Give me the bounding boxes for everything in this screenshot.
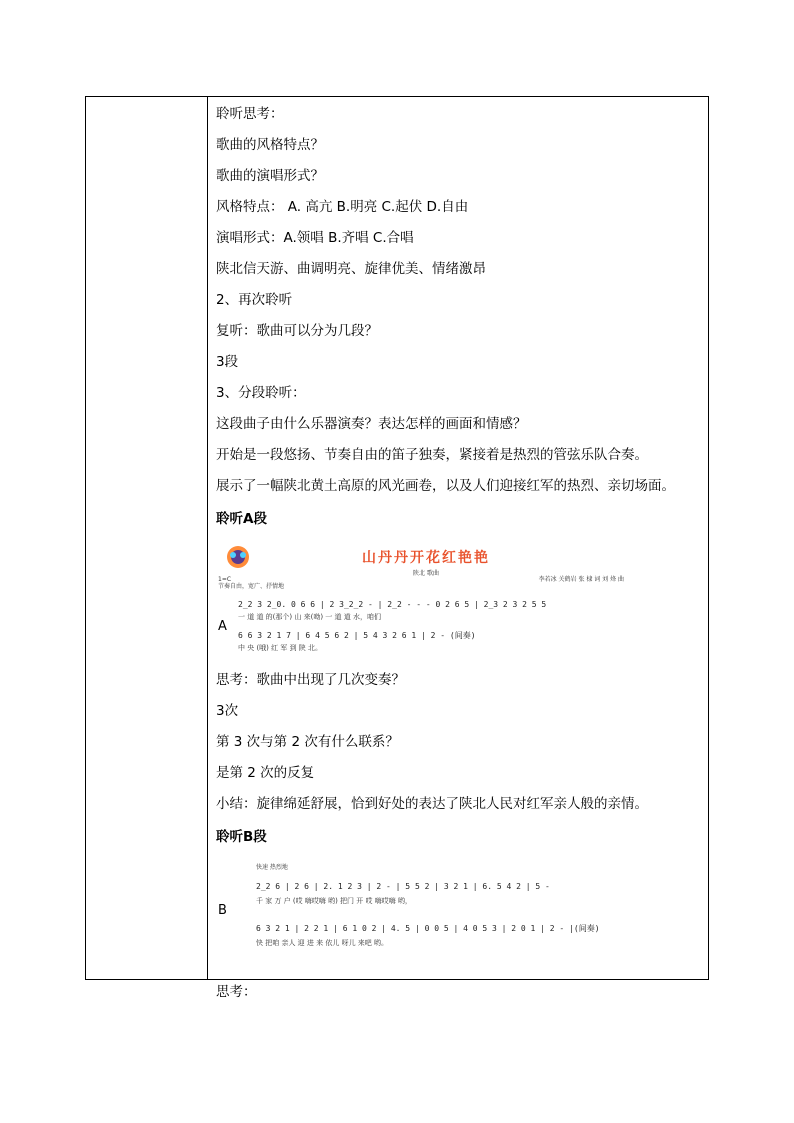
section-a-heading: 聆听A段	[216, 511, 267, 527]
score-b-tempo: 快速 热烈地	[256, 864, 288, 871]
text-line: 歌曲的风格特点？	[216, 137, 324, 153]
text-line: 3、分段聆听：	[216, 385, 306, 401]
score-b-row2-lyrics: 快 把咱 亲人 迎 进 来 依儿 呀儿 来吧 哟。	[256, 939, 389, 947]
score-a	[216, 541, 626, 655]
text-line: 开始是一段悠扬、节奏自由的笛子独奏，紧接着是热烈的管弦乐队合奏。	[216, 447, 648, 463]
lesson-table	[85, 96, 709, 1000]
section-b-heading: 聆听B段	[216, 829, 267, 845]
score-b-row2-notes: 6 3 2 1 | 2 2 1 | 6 1 0 2 | 4. 5 | 0 0 5 | 4 0 5 3 | 2 0 1 | 2 - |(间奏)	[256, 924, 600, 933]
text-line: 歌曲的演唱形式？	[216, 168, 324, 184]
text-line: 展示了一幅陕北黄土高原的风光画卷，以及人们迎接红军的热烈、亲切场面。	[216, 478, 675, 494]
text-line: 小结：旋律绵延舒展，恰到好处的表达了陕北人民对红军亲人般的亲情。	[216, 796, 648, 812]
section-b-label: B	[218, 903, 227, 918]
score-b-row1-lyrics: 千 家 万 户 (哎 嗨哎嗨 哟) 把门 开 哎 嗨哎嗨 哟，	[256, 897, 412, 905]
score-tempo: 节奏自由，宽广、抒情地	[218, 583, 285, 590]
score-title: 山丹丹开花红艳艳	[362, 550, 490, 566]
score-b-row1-notes: 2̲2 6 | 2 6 | 2. 1 2 3 | 2 - | 5 5 2 | 3 2 1 | 6. 5 4 2 | 5 -	[256, 882, 550, 891]
score-subtitle: 陕北 歌曲	[413, 570, 439, 577]
text-line: 聆听思考：	[216, 106, 284, 122]
text-line: 第 3 次与第 2 次有什么联系？	[216, 734, 399, 750]
text-line: 风格特点： A. 高亢 B.明亮 C.起伏 D.自由	[216, 199, 469, 215]
text-line: 陕北信天游、曲调明亮、旋律优美、情绪激昂	[216, 261, 486, 277]
text-line: 2、再次聆听	[216, 292, 293, 308]
score-key: 1=C	[218, 576, 232, 583]
score-row2-lyrics: 中 央 (哦) 红 军 到 陕 北。	[238, 644, 323, 652]
text-line: 思考：	[216, 984, 257, 1000]
text-line: 思考：歌曲中出现了几次变奏？	[216, 672, 405, 688]
text-line: 复听：歌曲可以分为几段？	[216, 323, 378, 339]
score-row2-notes: 6 6 3 2 1 7 | 6 4 5 6 2 | 5 4 3 2 6 1 | 2 - (间奏)	[238, 631, 476, 640]
text-line: 这段曲子由什么乐器演奏？表达怎样的画面和情感？	[216, 416, 527, 432]
text-line: 3段	[216, 354, 239, 370]
text-line: 演唱形式：A.领唱 B.齐唱 C.合唱	[216, 230, 414, 246]
column-divider	[207, 97, 208, 979]
score-credits: 李若冰 关鹤岩 张 棣 词 刘 烽 曲	[538, 576, 624, 583]
speaker-icon	[227, 546, 249, 568]
text-line: 3次	[216, 703, 239, 719]
text-line: 是第 2 次的反复	[216, 765, 315, 781]
score-row1-notes: 2̲2 3 2̲0. 0 6 6 | 2 3̲2̲2 - | 2̲2 - - - 0 2 6 5 | 2̲3 2 3 2 5 5	[238, 600, 547, 609]
score-row1-lyrics: 一 道 道 的(那个) 山 来(呦) 一 道 道 水，咱们	[238, 613, 381, 621]
section-a-label: A	[218, 619, 227, 634]
score-b	[216, 859, 626, 969]
